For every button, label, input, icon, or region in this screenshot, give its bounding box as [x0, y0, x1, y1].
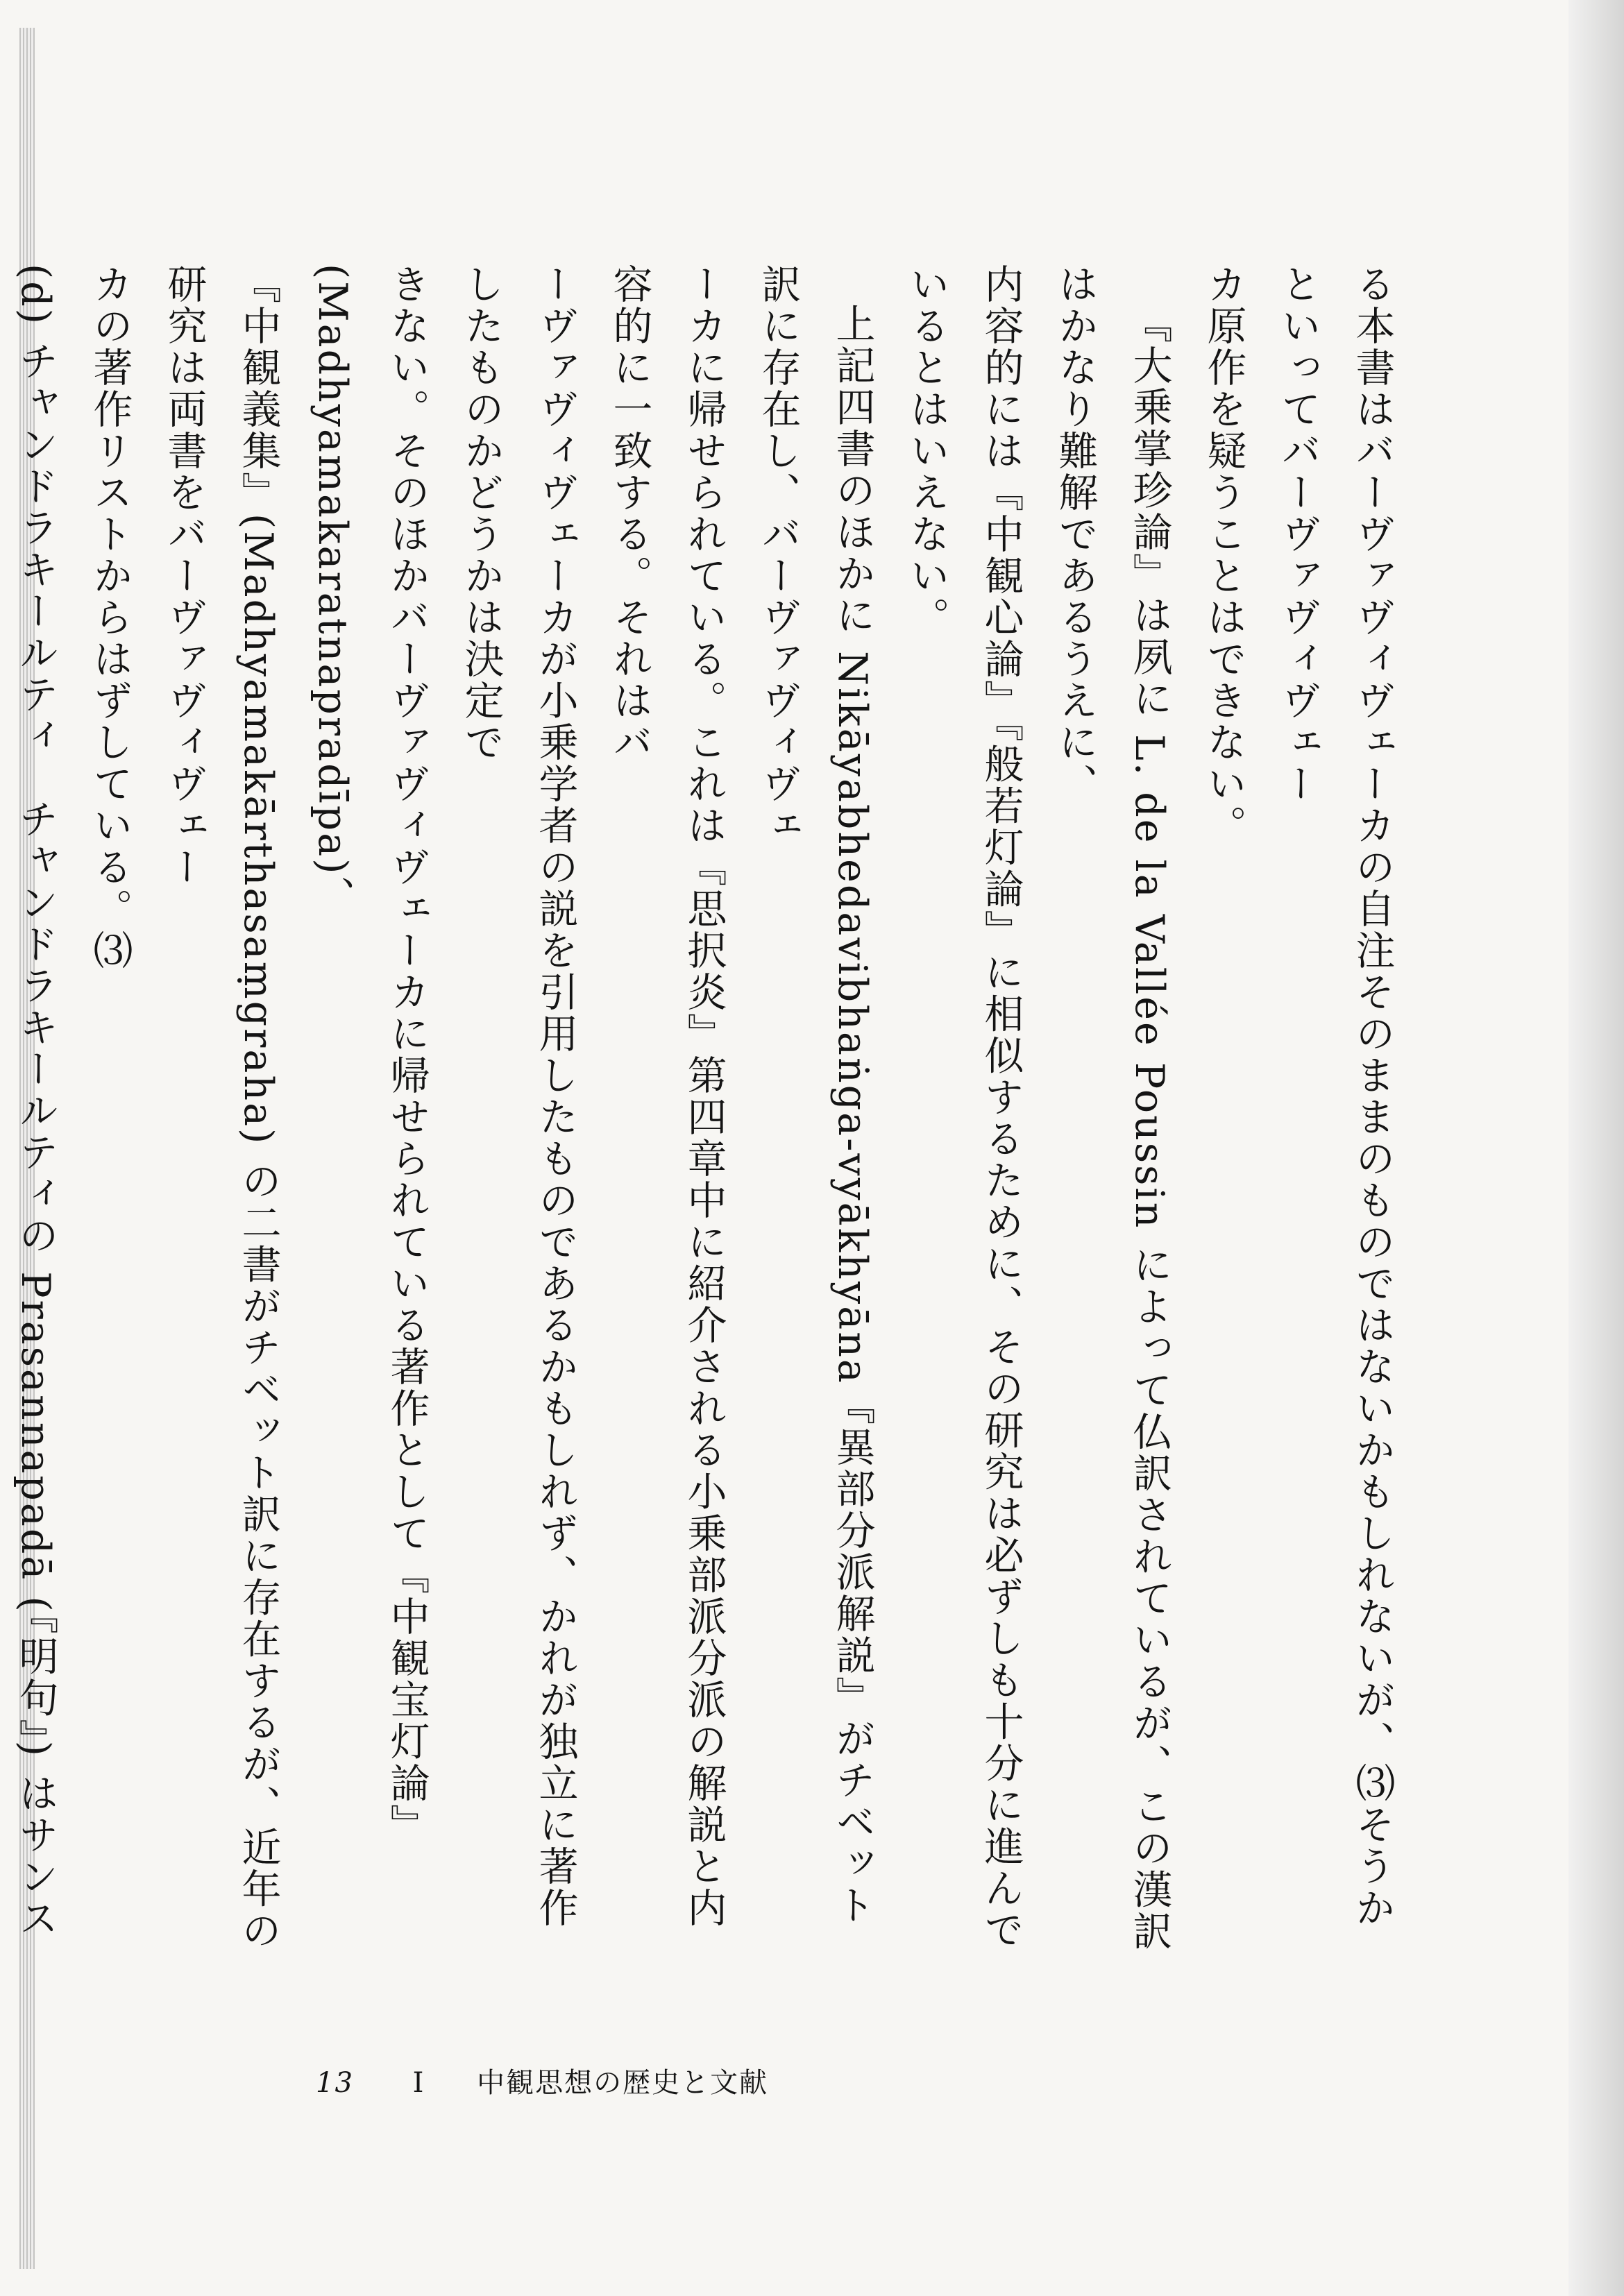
text-line: 『大乗掌珍論』は夙に L. de la Vallée Poussin によって仏訳されているが、この漢訳はかなり難解であるうえに、 [1052, 264, 1172, 1953]
text-line: カの著作リストからはずしている。⑶ [87, 264, 133, 971]
text-line: ーヴァヴィヴェーカが小乗学者の説を引用したものであるかもしれず、かれが独立に著作したものかどうかは決定で [458, 264, 578, 1929]
text-line: 内容的には『中観心論』『般若灯論』に相似するために、その研究は必ずしも十分に進んでいるとはいえない。 [904, 264, 1024, 1951]
chapter-number: I [412, 2067, 425, 2099]
scan-page-edge [1568, 0, 1624, 2296]
text-line: ーカに帰せられている。これは『思択炎』第四章中に紹介される小乗部派分派の解説と内容的に一致する。それはバ [607, 264, 727, 1929]
text-line: カ原作を疑うことはできない。 [1201, 264, 1246, 847]
text-line: きない。そのほかバーヴァヴィヴェーカに帰せられている著作として『中観宝灯論』(Madhyamakaratnapradīpa)、 [310, 264, 430, 1846]
page-footer [316, 2061, 768, 2100]
text-line: 『中観義集』(Madhyamakārthasaṃgraha) の二書がチベット訳に存在するが、近年の研究は両書をバーヴァヴィヴェー [161, 264, 281, 1952]
text-line: 上記四書のほかに Nikāyabhedavibhaṅga-vyākhyāna『異部分派解説』がチベット訳に存在し、バーヴァヴィヴェ [755, 264, 875, 1926]
section-heading-line: (d) チャンドラキールティ チャンドラキールティの Prasannapadā (『明句』) はサンス [12, 264, 58, 1940]
text-line: る本書はバーヴァヴィヴェーカの自注そのままのものではないかもしれないが、⑶そうかといってバーヴァヴィヴェー [1275, 264, 1395, 1929]
page-number: 13 [316, 2067, 354, 2099]
vertical-body-text [12, 264, 1409, 1957]
chapter-title: 中観思想の歴史と文献 [477, 2067, 769, 2099]
